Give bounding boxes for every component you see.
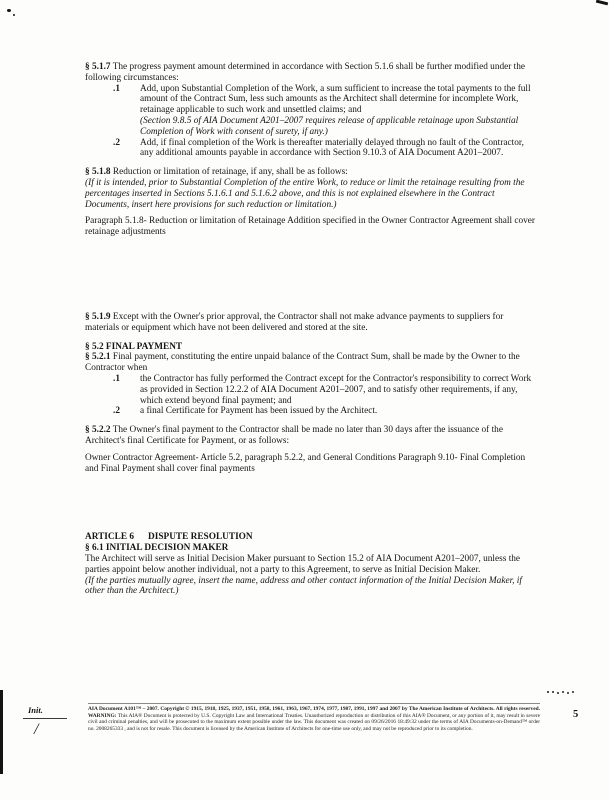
section-5-1-9-text: Except with the Owner's prior approval, the Contractor shall not make advance payments to suppliers for materials or equipment which have not been delivered and stored at the site. [85,311,504,333]
list-item [85,84,535,138]
footer-warning-label: WARNING: [88,712,117,719]
section-5-2-1-text: Final payment, constituting the entire unpaid balance of the Contract Sum, shall be made by the Owner to the Contractor when [85,352,520,374]
section-6-1-note: (If the parties mutually agree, insert the name, address and other contact information of the Initial Decision Maker, if other than the Architect.) [85,575,522,597]
initials-line [23,718,67,719]
page-number: 5 [573,709,579,720]
section-6-1-heading: § 6.1 INITIAL DECISION MAKER [85,543,229,554]
list-item [85,406,535,417]
section-5-1-9 [85,312,535,334]
article-6-heading [85,532,535,543]
item-number: .2 [113,406,120,417]
footer-warning-text: This AIA® Document is protected by U.S. Copyright Law and International Treaties. Unauthorized reproduction or distribution of this AIA® Document, or any portion of it, may result in severe civil and criminal penalties, and will be prosecuted to the maximum extent possible under the law. This document was created on 09/26/2016 18:49:32 under the terms of AIA Documents-on-Demand™ order no. 2008265333 , and is not for resale. This document is licensed by the American Institute of Architects for one-time use only, and may not be reproduced prior to its completion. [88,712,540,732]
list-item [85,138,535,160]
item-content [140,406,535,417]
section-5-2-2-label: § 5.2.2 [85,425,111,436]
item-text: Add, upon Substantial Completion of the Work, a sum sufficient to increase the total payments to the full amount of the Contract Sum, less such amounts as the Architect shall determine for incomplete Work, retainage applicable to such work and unsettled claims; and [140,83,531,116]
section-6-1-text: The Architect will serve as Initial Decision Maker pursuant to Section 15.2 of AIA Document A201–2007, unless the parties appoint below another individual, not a party to this Agreement, to serve as Initial Decision Maker. [85,553,521,575]
section-5-2-1-label: § 5.2.1 [85,352,111,363]
section-5-1-8-fill-in: Paragraph 5.1.8- Reduction or limitation of Retainage Addition specified in the Owner Contractor Agreement shall cover retainage adjustments [85,216,535,238]
section-5-1-8-note: (If it is intended, prior to Substantial Completion of the entire Work, to reduce or limit the retainage resulting from the percentages inserted in Sections 5.1.6.1 and 5.1.6.2 above, and this is not explained elsewhere in the Contract Documents, insert here provisions for such reduction or limitation.) [85,177,525,210]
section-5-1-9-label: § 5.1.9 [85,311,111,322]
section-5-2-2-text: The Owner's final payment to the Contractor shall be made no later than 30 days after the issuance of the Architect's final Certificate for Payment, or as follows: [85,425,503,446]
section-5-1-8 [85,167,535,178]
article-6-title: DISPUTE RESOLUTION [148,532,253,543]
section-5-2-2-fill-in: Owner Contractor Agreement- Article 5.2, paragraph 5.2.2, and General Conditions Paragraph 9.10- Final Completion and Final Payment shall cover final payments [85,452,526,474]
scan-speck-artifact [13,14,15,16]
list-item [85,374,535,406]
section-5-1-8-text: Reduction or limitation of retainage, if any, shall be as follows: [112,167,348,178]
section-5-2-1 [85,352,535,374]
article-6-number: ARTICLE 6 [85,532,135,543]
item-number: .1 [113,373,120,384]
item-note: (Section 9.8.5 of AIA Document A201–2007 requires release of applicable retainage upon Substantial Completion of Work with consent of surety, if any.) [140,115,519,137]
section-5-1-7-label: § 5.1.7 [85,62,111,72]
scan-corner-artifact [596,0,608,5]
item-number: .2 [113,137,120,148]
section-5-2-2 [85,425,535,447]
section-5-1-7 [85,62,535,84]
section-5-1-7-text: The progress payment amount determined in accordance with Section 5.1.6 shall be further modified under the following circumstances: [85,62,526,83]
document-body [85,62,535,597]
item-number: .1 [113,83,120,94]
initials-label: Init. [28,705,43,715]
scan-speck-artifact [7,9,11,12]
item-text: a final Certificate for Payment has been issued by the Architect. [140,406,378,417]
item-text: Add, if final completion of the Work is thereafter materially delayed through no fault of the Contractor, any additional amounts payable in accordance with Section 9.10.3 of AIA Document A201–2007. [140,137,524,159]
item-text: the Contractor has fully performed the Contract except for the Contractor's responsibility to correct Work as provided in Section 12.2.2 of AIA Document A201–2007, and to satisfy other requirements, if any, which extend beyond final payment; and [140,373,532,406]
handwritten-initial-mark: / [34,721,39,738]
item-content [140,374,535,406]
page-footer [0,701,609,761]
section-5-2-heading: § 5.2 FINAL PAYMENT [85,341,183,352]
scan-dots-artifact [547,691,549,693]
footer-legal-text [88,703,540,732]
footer-copyright: AIA Document A101™ – 2007. Copyright © 1915, 1918, 1925, 1937, 1951, 1958, 1961, 1963, 1967, 1974, 1977, 1987, 1991, 1997 and 2007 by The American Institute of Architects. All rights reserved. [88,706,540,712]
section-5-1-8-label: § 5.1.8 [85,167,111,178]
item-content [140,84,535,138]
item-content [140,138,535,160]
